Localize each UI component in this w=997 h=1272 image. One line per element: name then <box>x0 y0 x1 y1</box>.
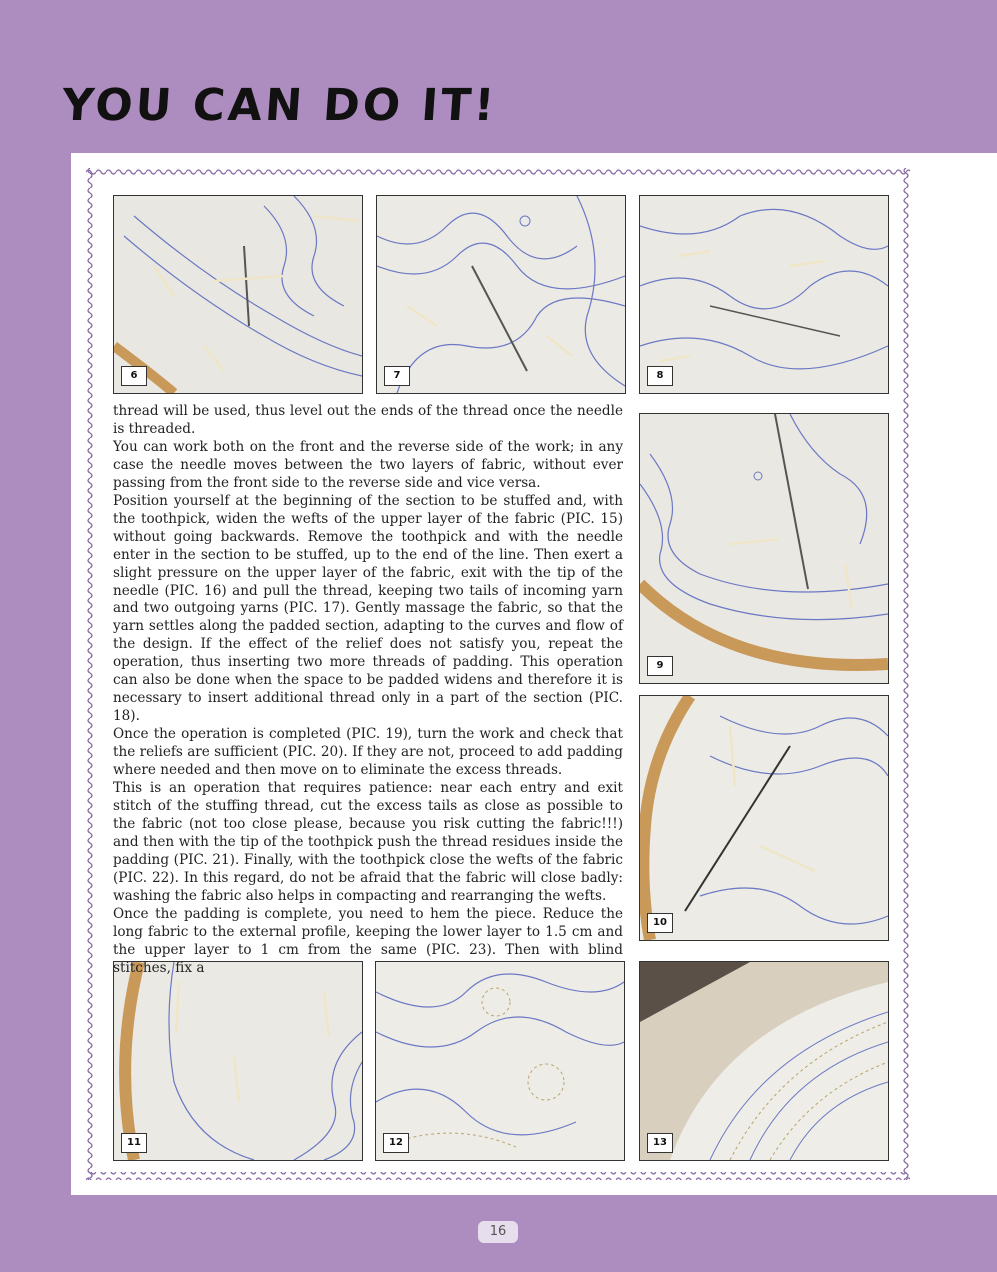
photo-8-image <box>640 196 888 393</box>
photo-13-image <box>640 962 888 1160</box>
article-paragraph: This is an operation that requires patience: near each entry and exit stitch of the stuffing thread, cut the excess tails as close as possible to the fabric (not too close please, because you risk cutting the fabric!!!) and then with the tip of the toothpick push the thread residues inside the padding (PIC. 21). Finally, with the toothpick close the wefts of the fabric (PIC. 22). In this regard, do not be afraid that the fabric will close badly: washing the fabric also helps in compacting and rearranging the wefts. <box>113 780 623 904</box>
photo-6-image <box>114 196 362 393</box>
photo-9-image <box>640 414 888 683</box>
photo-10 <box>639 695 889 941</box>
photo-11 <box>113 961 363 1161</box>
photo-8-label: 8 <box>647 366 673 386</box>
article-paragraph: Position yourself at the beginning of the section to be stuffed and, with the toothpick, widen the wefts of the upper layer of the fabric (PIC. 15) without going backwards. Remove the toothpick and with the needle enter in the section to be stuffed, up to the end of the line. Then exert a slight pressure on the upper layer of the fabric, exit with the tip of the needle (PIC. 16) and pull the thread, keeping two tails of incoming yarn and two outgoing yarns (PIC. 17). Gently massage the fabric, so that the yarn settles along the padded section, adapting to the curves and flow of the design. If the effect of the relief does not satisfy you, repeat the operation, thus inserting two more threads of padding. This operation can also be done when the space to be padded widens and therefore it is necessary to insert additional thread only in a part of the section (PIC. 18). <box>113 492 623 725</box>
photo-9 <box>639 413 889 684</box>
photo-11-label: 11 <box>121 1133 147 1153</box>
photo-9-label: 9 <box>647 656 673 676</box>
photo-13-label: 13 <box>647 1133 673 1153</box>
photo-12-label: 12 <box>383 1133 409 1153</box>
article-paragraph: Once the operation is completed (PIC. 19), turn the work and check that the reliefs are sufficient (PIC. 20). If they are not, proceed to add padding where needed and then move on to eliminate the excess threads. <box>113 726 623 779</box>
page-title: YOU CAN DO IT! <box>60 80 499 131</box>
page-number: 16 <box>478 1221 518 1243</box>
photo-12-image <box>376 962 624 1160</box>
photo-10-label: 10 <box>647 913 673 933</box>
photo-8 <box>639 195 889 394</box>
article-paragraph: Once the padding is complete, you need to hem the piece. Reduce the long fabric to the external profile, keeping the lower layer to 1.5 cm and the upper layer to 1 cm from the same (PIC. 23). Then with blind stitches, fix a <box>113 905 623 976</box>
photo-7-label: 7 <box>384 366 410 386</box>
photo-6-label: 6 <box>121 366 147 386</box>
article-body <box>113 403 623 978</box>
photo-10-image <box>640 696 888 940</box>
photo-7-image <box>377 196 625 393</box>
photo-11-image <box>114 962 362 1160</box>
article-paragraph: You can work both on the front and the reverse side of the work; in any case the needle moves between the two layers of fabric, without ever passing from the front side to the reverse side and vice versa. <box>113 438 623 491</box>
article-paragraph: thread will be used, thus level out the ends of the thread once the needle is threaded. <box>113 403 623 437</box>
photo-6 <box>113 195 363 394</box>
photo-12 <box>375 961 625 1161</box>
photo-7 <box>376 195 626 394</box>
photo-13 <box>639 961 889 1161</box>
